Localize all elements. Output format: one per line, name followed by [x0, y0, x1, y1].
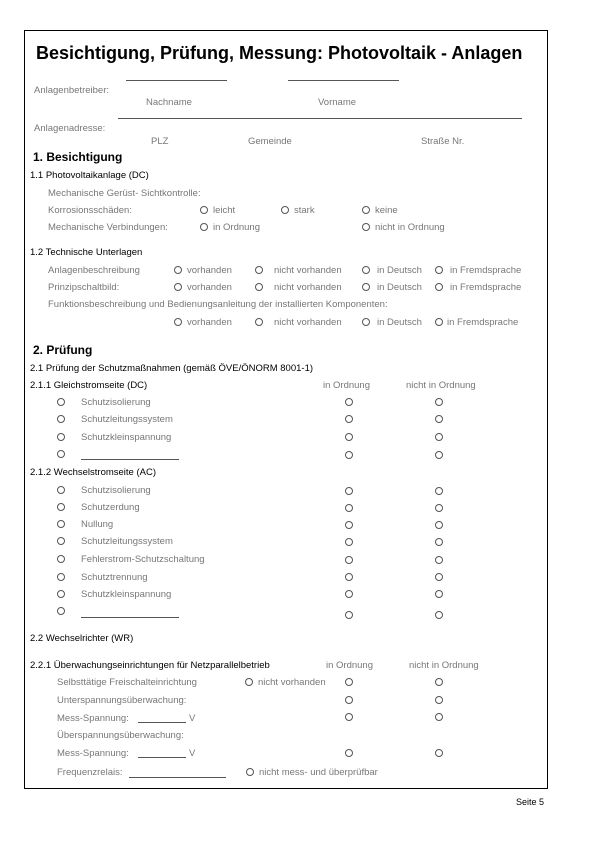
page-title: Besichtigung, Prüfung, Messung: Photovoltaik - Anlagen [36, 43, 523, 63]
address-line[interactable] [118, 118, 522, 119]
section-1-2-heading: 1.2 Technische Unterlagen [30, 247, 143, 258]
funktion-deutsch-radio[interactable] [362, 318, 370, 326]
dc-item-label: Schutzkleinspannung [81, 432, 172, 443]
ac-row-8-nok-radio[interactable] [435, 611, 443, 619]
section-2-2-heading: 2.2 Wechselrichter (WR) [30, 633, 134, 644]
ac-row-8-radio[interactable] [57, 607, 65, 615]
opt-fremd-label: in Fremdsprache [450, 265, 522, 276]
opt-vorhanden-label: vorhanden [187, 265, 232, 276]
ac-row-4-radio[interactable] [57, 537, 65, 545]
dc-custom-item-line[interactable] [81, 459, 179, 460]
ac-row-7-nok-radio[interactable] [435, 590, 443, 598]
mess-2-nok-radio[interactable] [435, 749, 443, 757]
dc-row-1-ok-radio[interactable] [345, 398, 353, 406]
ac-row-2-nok-radio[interactable] [435, 504, 443, 512]
korrosion-leicht-radio[interactable] [200, 206, 208, 214]
unterspannung-nok-radio[interactable] [435, 696, 443, 704]
funktion-vorhanden-radio[interactable] [174, 318, 182, 326]
section-2-2-1-heading: 2.2.1 Überwachungseinrichtungen für Netzparallelbetrieb [30, 660, 270, 671]
ac-row-2-ok-radio[interactable] [345, 504, 353, 512]
ac-item-label: Schutzerdung [81, 502, 140, 513]
mess-spannung-1-label: Mess-Spannung: [57, 713, 129, 724]
opt-fremd-label: in Fremdsprache [450, 282, 522, 293]
ac-row-1-radio[interactable] [57, 486, 65, 494]
frequenz-opt-label: nicht mess- und überprüfbar [259, 767, 378, 778]
dc-row-4-radio[interactable] [57, 450, 65, 458]
ac-row-8-ok-radio[interactable] [345, 611, 353, 619]
verbindungen-nok-label: nicht in Ordnung [375, 222, 445, 233]
frequenz-opt-radio[interactable] [246, 768, 254, 776]
ac-row-4-ok-radio[interactable] [345, 538, 353, 546]
ac-row-6-nok-radio[interactable] [435, 573, 443, 581]
verbindungen-nok-radio[interactable] [362, 223, 370, 231]
dc-row-3-nok-radio[interactable] [435, 433, 443, 441]
prinzip-vorhanden-radio[interactable] [174, 283, 182, 291]
ac-row-3-ok-radio[interactable] [345, 521, 353, 529]
opt-deutsch-label: in Deutsch [377, 282, 422, 293]
opt-vorhanden-label: vorhanden [187, 317, 232, 328]
frequenz-label: Frequenzrelais: [57, 767, 123, 778]
nachname-caption: Nachname [146, 97, 192, 108]
korrosion-stark-label: stark [294, 205, 315, 216]
col-ok-header-2: in Ordnung [326, 660, 374, 671]
prinzip-deutsch-radio[interactable] [362, 283, 370, 291]
section-2-heading: 2. Prüfung [33, 343, 93, 357]
ac-item-label: Schutzleitungssystem [81, 536, 173, 547]
dc-row-2-nok-radio[interactable] [435, 415, 443, 423]
ac-item-label: Schutztrennung [81, 572, 148, 583]
page-number: Seite 5 [516, 797, 545, 807]
freischalt-ok-radio[interactable] [345, 678, 353, 686]
ac-item-label: Schutzisolierung [81, 485, 151, 496]
section-2-1-1-heading: 2.1.1 Gleichstromseite (DC) [30, 380, 148, 391]
section-1-1-heading: 1.1 Photovoltaikanlage (DC) [30, 170, 149, 181]
ac-row-7-ok-radio[interactable] [345, 590, 353, 598]
mess-spannung-2-label: Mess-Spannung: [57, 748, 129, 759]
dc-row-4-nok-radio[interactable] [435, 451, 443, 459]
opt-nicht-vorhanden-label: nicht vorhanden [274, 317, 342, 328]
funktion-nicht-vorhanden-radio[interactable] [255, 318, 263, 326]
mess-spannung-1-unit: V [189, 713, 196, 724]
ac-item-label: Schutzkleinspannung [81, 589, 172, 600]
opt-deutsch-label: in Deutsch [377, 317, 422, 328]
mess-spannung-1-field[interactable] [138, 722, 186, 723]
mess-2-ok-radio[interactable] [345, 749, 353, 757]
korrosion-stark-radio[interactable] [281, 206, 289, 214]
gemeinde-caption: Gemeinde [248, 136, 292, 147]
verbindungen-ok-radio[interactable] [200, 223, 208, 231]
ac-row-5-ok-radio[interactable] [345, 556, 353, 564]
frequenz-field[interactable] [129, 777, 226, 778]
dc-row-1-radio[interactable] [57, 398, 65, 406]
korrosion-keine-label: keine [375, 205, 398, 216]
ac-item-label: Fehlerstrom-Schutzschaltung [81, 554, 205, 565]
ueberspannung-label: Überspannungsüberwachung: [57, 730, 184, 741]
ac-row-3-nok-radio[interactable] [435, 521, 443, 529]
prinzip-nicht-vorhanden-radio[interactable] [255, 283, 263, 291]
ac-row-5-radio[interactable] [57, 555, 65, 563]
ac-row-6-ok-radio[interactable] [345, 573, 353, 581]
prinzip-label: Prinzipschaltbild: [48, 282, 120, 293]
verbindungen-label: Mechanische Verbindungen: [48, 222, 168, 233]
col-nok-header-2: nicht in Ordnung [409, 660, 479, 671]
opt-vorhanden-label: vorhanden [187, 282, 232, 293]
col-nok-header: nicht in Ordnung [406, 380, 476, 391]
ac-row-7-radio[interactable] [57, 590, 65, 598]
dc-row-3-ok-radio[interactable] [345, 433, 353, 441]
freischalt-nv-label: nicht vorhanden [258, 677, 326, 688]
anlagenbeschreibung-deutsch-radio[interactable] [362, 266, 370, 274]
anlagenbeschreibung-vorhanden-radio[interactable] [174, 266, 182, 274]
ac-row-2-radio[interactable] [57, 503, 65, 511]
geruest-label: Mechanische Gerüst- Sichtkontrolle: [48, 188, 201, 199]
freischalt-nv-radio[interactable] [245, 678, 253, 686]
strasse-caption: Straße Nr. [421, 136, 465, 147]
dc-row-1-nok-radio[interactable] [435, 398, 443, 406]
section-2-1-2-heading: 2.1.2 Wechselstromseite (AC) [30, 467, 157, 478]
plz-caption: PLZ [151, 136, 169, 147]
betreiber-label: Anlagenbetreiber: [34, 85, 109, 96]
opt-fremd-label: in Fremdsprache [447, 317, 519, 328]
korrosion-label: Korrosionsschäden: [48, 205, 132, 216]
korrosion-keine-radio[interactable] [362, 206, 370, 214]
adresse-label: Anlagenadresse: [34, 123, 106, 134]
ac-row-1-ok-radio[interactable] [345, 487, 353, 495]
opt-nicht-vorhanden-label: nicht vorhanden [274, 265, 342, 276]
mess-spannung-2-field[interactable] [138, 757, 186, 758]
opt-deutsch-label: in Deutsch [377, 265, 422, 276]
anlagenbeschreibung-label: Anlagenbeschreibung [48, 265, 140, 276]
ac-row-5-nok-radio[interactable] [435, 556, 443, 564]
ac-custom-item-line[interactable] [81, 617, 179, 618]
anlagenbeschreibung-fremd-radio[interactable] [435, 266, 443, 274]
ac-row-6-radio[interactable] [57, 573, 65, 581]
funktion-label: Funktionsbeschreibung und Bedienungsanleitung der installierten Komponenten: [48, 299, 388, 310]
unterspannung-ok-radio[interactable] [345, 696, 353, 704]
anlagenbeschreibung-nicht-vorhanden-radio[interactable] [255, 266, 263, 274]
dc-row-3-radio[interactable] [57, 433, 65, 441]
verbindungen-ok-label: in Ordnung [213, 222, 261, 233]
freischalt-nok-radio[interactable] [435, 678, 443, 686]
vorname-caption: Vorname [318, 97, 357, 108]
vorname-line[interactable] [288, 80, 399, 81]
funktion-fremd-radio[interactable] [435, 318, 443, 326]
nachname-line[interactable] [126, 80, 227, 81]
section-2-1-heading: 2.1 Prüfung der Schutzmaßnahmen (gemäß ÖVE/ÖNORM 8001-1) [30, 363, 314, 374]
mess-1-ok-radio[interactable] [345, 713, 353, 721]
section-1-heading: 1. Besichtigung [33, 150, 123, 164]
freischalt-label: Selbsttätige Freischalteinrichtung [57, 677, 197, 688]
dc-row-2-ok-radio[interactable] [345, 415, 353, 423]
mess-spannung-2-unit: V [189, 748, 196, 759]
prinzip-fremd-radio[interactable] [435, 283, 443, 291]
dc-row-2-radio[interactable] [57, 415, 65, 423]
opt-nicht-vorhanden-label: nicht vorhanden [274, 282, 342, 293]
mess-1-nok-radio[interactable] [435, 713, 443, 721]
dc-item-label: Schutzleitungssystem [81, 414, 173, 425]
ac-row-4-nok-radio[interactable] [435, 538, 443, 546]
unterspannung-label: Unterspannungsüberwachung: [57, 695, 187, 706]
dc-item-label: Schutzisolierung [81, 397, 151, 408]
col-ok-header: in Ordnung [323, 380, 371, 391]
korrosion-leicht-label: leicht [213, 205, 236, 216]
dc-row-4-ok-radio[interactable] [345, 451, 353, 459]
ac-row-3-radio[interactable] [57, 520, 65, 528]
ac-item-label: Nullung [81, 519, 114, 530]
ac-row-1-nok-radio[interactable] [435, 487, 443, 495]
